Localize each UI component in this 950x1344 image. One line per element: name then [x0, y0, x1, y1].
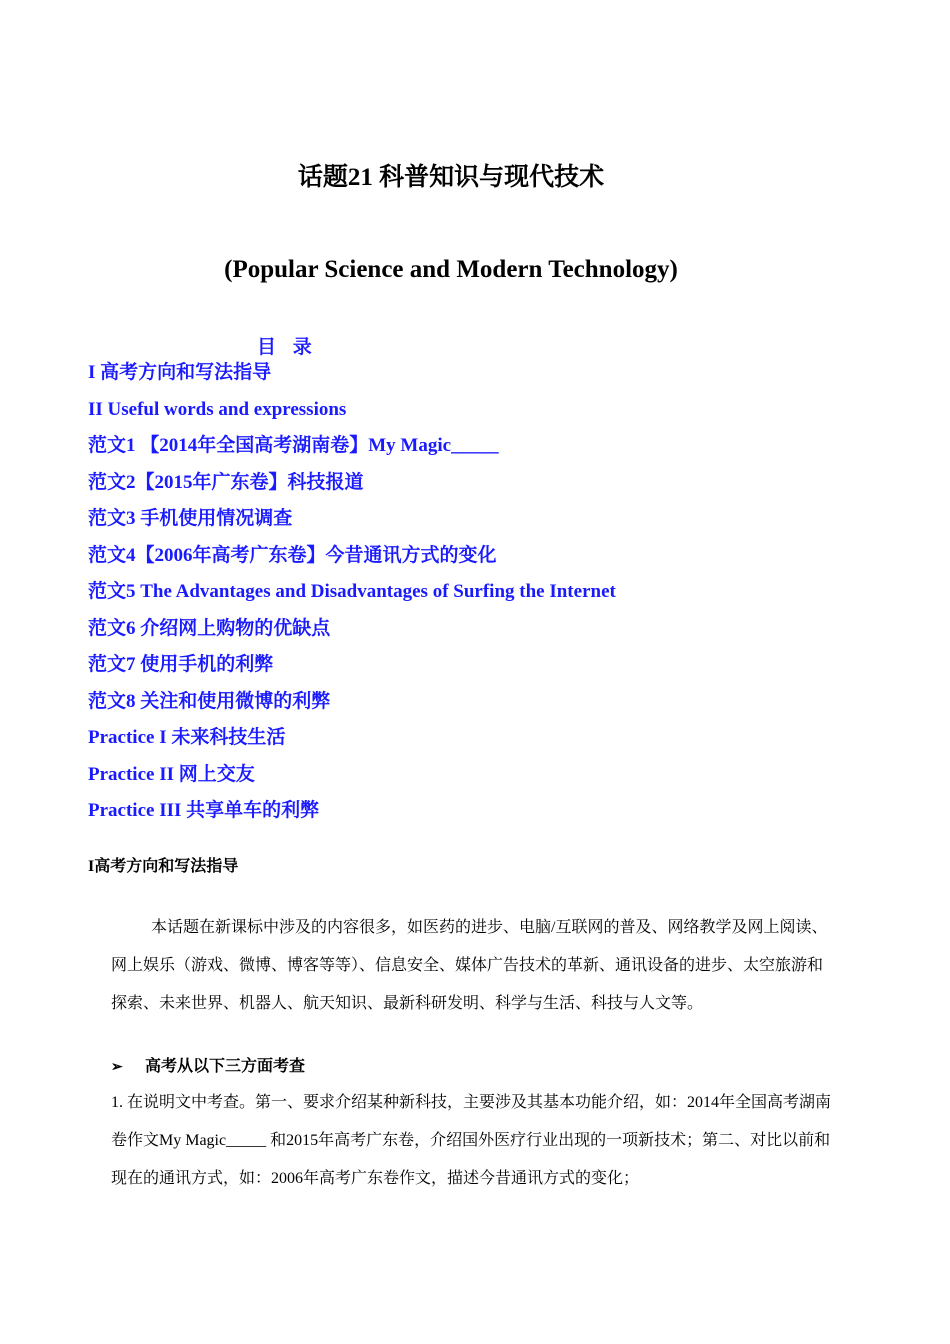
toc-heading: 目 录	[257, 337, 318, 358]
bullet-text: 高考从以下三方面考查	[145, 1058, 306, 1075]
document-title: 话题21 科普知识与现代技术	[297, 164, 605, 191]
table-of-contents	[88, 360, 908, 835]
toc-item-practice-2[interactable]: Practice II 网上交友	[88, 763, 255, 785]
toc-item-practice-1[interactable]: Practice I 未来科技生活	[88, 727, 286, 748]
bullet-item	[111, 1055, 305, 1080]
toc-item-sample-4[interactable]: 范文4【2006年高考广东卷】今昔通讯方式的变化	[88, 544, 497, 566]
toc-item-practice-3[interactable]: Practice III 共享单车的利弊	[88, 800, 320, 821]
arrow-bullet-icon: ➢	[111, 1060, 123, 1075]
toc-item-sample-3[interactable]: 范文3 手机使用情况调查	[88, 508, 293, 529]
toc-item-sample-6[interactable]: 范文6 介绍网上购物的优缺点	[88, 617, 331, 639]
toc-item-useful-words[interactable]: II Useful words and expressions	[88, 398, 347, 420]
intro-paragraph: 本话题在新课标中涉及的内容很多，如医药的进步、电脑/互联网的普及、网络教学及网上阅读、网上娱乐（游戏、微博、博客等等）、信息安全、媒体广告技术的革新、通讯设备的进步、太空旅游和探索、未来世界、机器人、航天知识、最新科研发明、科学与生活、科技与人文等。	[111, 919, 828, 1012]
toc-item-sample-2[interactable]: 范文2【2015年广东卷】科技报道	[88, 471, 364, 493]
toc-item-sample-5[interactable]: 范文5 The Advantages and Disadvantages of Surfing the Internet	[88, 581, 616, 602]
toc-item-sample-1[interactable]: 范文1 【2014年全国高考湖南卷】My Magic_____	[88, 435, 499, 456]
exam-point-paragraph: 1. 在说明文中考查。第一、要求介绍某种新科技，主要涉及其基本功能介绍，如：2014年全国高考湖南卷作文My Magic_____ 和2015年高考广东卷，介绍国外医疗行业出现的一项新技术；第二、对比以前和现在的通讯方式，如：2006年高考广东卷作文，描述今昔通讯方式的变化；	[111, 1094, 832, 1187]
toc-item-sample-7[interactable]: 范文7 使用手机的利弊	[88, 654, 274, 675]
document-subtitle: (Popular Science and Modern Technology)	[224, 256, 678, 283]
toc-item-sample-8[interactable]: 范文8 关注和使用微博的利弊	[88, 690, 331, 712]
toc-item-guidance[interactable]: I 高考方向和写法指导	[88, 362, 272, 383]
section-heading: I高考方向和写法指导	[88, 858, 239, 875]
